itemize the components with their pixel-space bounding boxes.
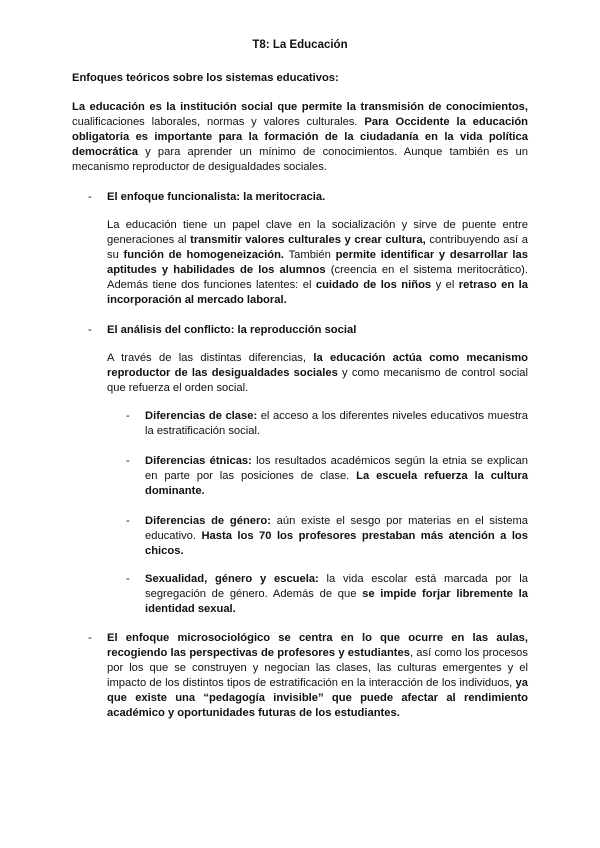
bold-text-run: retraso en la incorporación al mercado laboral. bbox=[107, 279, 528, 306]
section-title-functionalist: El enfoque funcionalista: la meritocracia. bbox=[107, 191, 326, 203]
bold-text-run: Para Occidente la educación obligatoria es importante para la formación de la ciudadanía en la vida política democrática bbox=[72, 116, 528, 158]
text-run: (creencia en el sistema meritocrático). Además tiene dos funciones latentes: el bbox=[107, 264, 528, 291]
bold-text-run: Sexualidad, género y escuela: bbox=[145, 573, 319, 585]
bullet-dash: - bbox=[88, 632, 92, 644]
sub-item-class bbox=[145, 409, 528, 439]
bold-text-run: Hasta los 70 los profesores prestaban más atención a los chicos. bbox=[145, 530, 528, 557]
text-run: aún existe el sesgo por materias en el sistema educativo. bbox=[145, 515, 528, 542]
section-title-conflict: El análisis del conflicto: la reproducción social bbox=[107, 324, 357, 336]
text-run: y para aprender un mínimo de conocimientos. Aunque también es un mecanismo reproductor de desigualdades sociales. bbox=[72, 146, 528, 173]
text-run: contribuyendo así a su bbox=[107, 234, 528, 261]
section-heading: Enfoques teóricos sobre los sistemas educativos: bbox=[72, 72, 339, 84]
bullet-dash: - bbox=[88, 191, 92, 203]
bold-text-run: permite identificar y desarrollar las aptitudes y habilidades de los alumnos bbox=[107, 249, 528, 276]
functionalist-paragraph bbox=[107, 218, 528, 308]
bold-text-run: La escuela refuerza la cultura dominante. bbox=[145, 470, 528, 497]
text-run: cualificaciones laborales, normas y valores culturales. bbox=[72, 116, 365, 128]
sub-bullet-dash: - bbox=[126, 515, 130, 527]
bullet-dash: - bbox=[88, 324, 92, 336]
text-run: los resultados académicos según la etnia se explican en parte por las posiciones de clase. bbox=[145, 455, 528, 482]
intro-paragraph bbox=[72, 100, 528, 175]
text-run: la vida escolar está marcada por la segregación de género. Además de que bbox=[145, 573, 528, 600]
sub-bullet-dash: - bbox=[126, 573, 130, 585]
bold-text-run: la educación actúa como mecanismo reproductor de las desigualdades sociales bbox=[107, 352, 528, 379]
bold-text-run: Diferencias de clase: bbox=[145, 410, 258, 422]
document-title: T8: La Educación bbox=[252, 39, 348, 51]
sub-bullet-dash: - bbox=[126, 410, 130, 422]
bold-text-run: Diferencias de género: bbox=[145, 515, 271, 527]
text-run: A través de las distintas diferencias, bbox=[107, 352, 314, 364]
conflict-paragraph bbox=[107, 351, 528, 396]
sub-item-sexuality bbox=[145, 572, 528, 617]
bold-text-run: se impide forjar libremente la identidad sexual. bbox=[145, 588, 528, 615]
sub-item-gender bbox=[145, 514, 528, 559]
bold-text-run: cuidado de los niños bbox=[315, 279, 432, 291]
sub-bullet-dash: - bbox=[126, 455, 130, 467]
text-run: y el bbox=[431, 279, 459, 291]
microsociological-paragraph bbox=[107, 631, 528, 721]
text-run: y como mecanismo de control social que refuerza el orden social. bbox=[107, 367, 528, 394]
text-run: La educación tiene un papel clave en la socialización y sirve de puente entre generaciones al bbox=[107, 219, 528, 246]
bold-text-run: función de homogeneización. bbox=[123, 249, 285, 261]
bold-text-run: transmitir valores culturales y crear cultura, bbox=[190, 234, 426, 246]
bold-text-run: ya que existe una “pedagogía invisible” que puede afectar al rendimiento académico y oportunidades futuras de los estudiantes. bbox=[107, 677, 528, 719]
sub-item-ethnic bbox=[145, 454, 528, 499]
text-run: , así como los procesos por los que se construyen y negocian las clases, las culturas emergentes y el impacto de los distintos tipos de estratificación en la interacción de los individuos, bbox=[107, 647, 528, 689]
bold-text-run: La educación es la institución social que permite la transmisión de conocimientos, bbox=[72, 101, 528, 113]
bold-text-run: Diferencias étnicas: bbox=[145, 455, 252, 467]
text-run: el acceso a los diferentes niveles educativos muestra la estratificación social. bbox=[145, 410, 528, 437]
text-run: También bbox=[284, 249, 336, 261]
bold-text-run: El enfoque microsociológico se centra en lo que ocurre en las aulas, recogiendo las perspectivas de profesores y estudiantes bbox=[107, 632, 528, 659]
